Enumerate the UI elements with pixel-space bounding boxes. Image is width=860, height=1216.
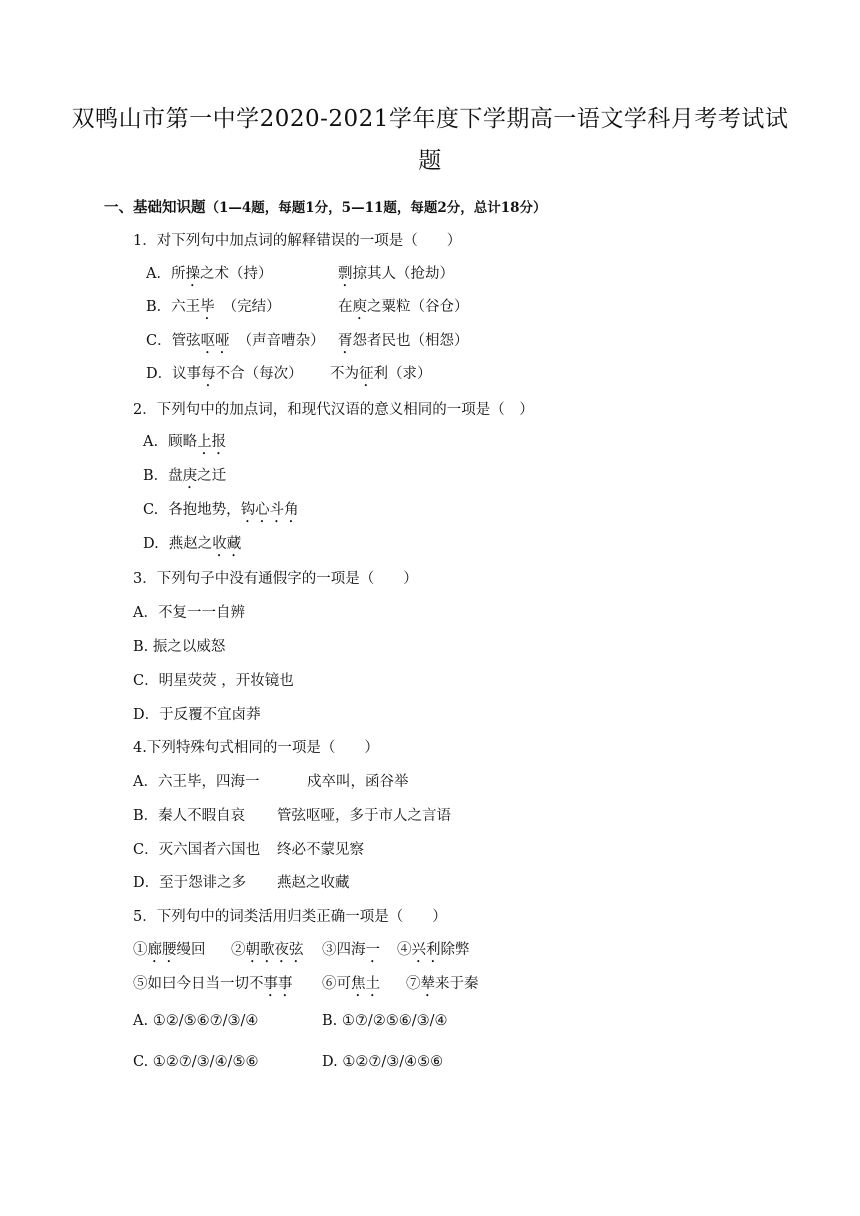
option-text: 盘	[168, 468, 183, 484]
question-4-option-d-right: 燕赵之收藏	[277, 875, 350, 891]
dotted-word: 操	[185, 266, 200, 282]
question-5-item-4	[397, 940, 470, 966]
question-2-option-c	[143, 500, 299, 526]
dotted-word: 上报	[197, 434, 227, 450]
option-text: 之迁	[197, 468, 227, 484]
dotted-word: 焦土	[351, 976, 380, 992]
option-text: 管弦	[171, 333, 201, 349]
question-1-option-d-right	[330, 364, 432, 390]
page-title-line1: 双鸭山市第一中学2020-2021学年度下学期高一语文学科月考考试试	[71, 106, 789, 132]
option-text: 不为	[330, 366, 359, 382]
option-label: B．	[146, 299, 172, 315]
option-text: 燕赵之	[168, 536, 213, 552]
option-text: 在	[338, 299, 353, 315]
dotted-word: 庚	[182, 468, 198, 484]
dotted-word: 一	[365, 942, 380, 958]
question-5-item-2	[231, 940, 304, 966]
question-1-option-a	[146, 264, 272, 290]
question-4-option-b-right: 管弦呕哑，多于市人之言语	[277, 808, 451, 824]
option-label: C．	[146, 333, 172, 349]
question-4-stem: 4.下列特殊句式相同的一项是（ ）	[133, 740, 379, 756]
option-text: 利（求）	[373, 366, 432, 382]
option-text: 各抱地势，	[168, 502, 241, 518]
item-text: ③四海	[322, 942, 366, 958]
option-text: 之粟粒（谷仓）	[367, 299, 469, 315]
option-text: （声音嘈杂）	[237, 333, 325, 349]
item-text: 缦回	[176, 942, 206, 958]
question-5-option-a: A. ①②/⑤⑥⑦/③/④	[133, 1013, 259, 1029]
option-label: D．	[146, 366, 173, 382]
dotted-word: 征	[359, 366, 374, 382]
section-heading	[104, 198, 547, 218]
dotted-word: 兴利	[411, 942, 441, 958]
question-2-option-b	[143, 466, 226, 492]
option-label: A．	[146, 266, 171, 282]
option-text: 之术（持）	[199, 266, 273, 282]
option-text: 掠其人（抢劫）	[352, 266, 454, 282]
item-text: ①	[133, 942, 148, 958]
option-text: 顾略	[168, 434, 198, 450]
question-1-stem: 1．对下列句中加点词的解释错误的一项是（ ）	[133, 233, 462, 249]
question-4-option-c: C．灭六国者六国也	[133, 842, 261, 858]
question-3-stem: 3．下列句子中没有通假字的一项是（ ）	[133, 571, 418, 587]
dotted-word: 钩心斗角	[240, 502, 299, 518]
question-3-option-c: C．明星荧荧 ，开妆镜也	[133, 673, 294, 689]
item-text: ⑥可	[322, 976, 351, 992]
question-1-option-b	[146, 297, 281, 323]
question-5-item-6	[322, 974, 380, 1000]
item-text: 来于秦	[435, 976, 479, 992]
question-1-option-d	[146, 364, 303, 390]
question-2-option-d	[143, 534, 241, 560]
question-4-option-c-right: 终必不蒙见察	[277, 842, 364, 858]
question-4-option-d: D．至于怨诽之多	[133, 875, 247, 891]
question-1-option-c	[146, 331, 325, 357]
question-5-item-5	[133, 974, 293, 1000]
question-5-item-7	[406, 974, 479, 1000]
question-2-stem: 2．下列句中的加点词，和现代汉语的意义相同的一项是（ ）	[133, 402, 534, 418]
question-1-option-b-right	[338, 297, 469, 323]
dotted-word: 廊腰	[147, 942, 177, 958]
question-3-option-b: B. 振之以威怒	[133, 639, 226, 655]
item-text: 除弊	[440, 942, 470, 958]
option-label: A.	[143, 434, 159, 450]
dotted-word: 庾	[352, 299, 367, 315]
question-5-item-3	[322, 940, 380, 966]
option-text: 六王	[171, 299, 201, 315]
question-4-option-a: A．六王毕，四海一	[133, 774, 260, 790]
item-text: ④	[397, 942, 412, 958]
item-text: ⑦	[406, 976, 421, 992]
question-4-option-a-right: 戍卒叫，函谷举	[307, 774, 409, 790]
option-text: 怨者民也（相怨）	[352, 333, 469, 349]
dotted-word: 每	[201, 366, 216, 382]
option-label: D.	[143, 536, 159, 552]
item-text: ②	[231, 942, 246, 958]
section-heading-label: 一、基础知识题	[104, 199, 206, 216]
question-1-option-c-right	[338, 331, 469, 357]
option-text: 不合（每次）	[215, 366, 303, 382]
question-4-option-b: B．秦人不暇自哀	[133, 808, 246, 824]
page-title-line2: 题	[418, 148, 442, 174]
option-text: （完结）	[222, 299, 281, 315]
question-2-option-a	[143, 432, 226, 458]
dotted-word: 辇	[420, 976, 435, 992]
question-3-option-a: A．不复一一自辨	[133, 605, 245, 621]
question-5-option-d: D. ①②⑦/③/④⑤⑥	[322, 1054, 444, 1070]
dotted-word: 事事	[263, 976, 293, 992]
question-5-stem: 5．下列句中的词类活用归类正确一项是（ ）	[133, 909, 447, 925]
question-5-option-c: C. ①②⑦/③/④/⑤⑥	[133, 1054, 259, 1070]
dotted-word: 收藏	[212, 536, 242, 552]
dotted-word: 毕	[200, 299, 215, 315]
option-label: C.	[143, 502, 159, 518]
dotted-word: 呕哑	[200, 333, 230, 349]
question-3-option-d: D．于反覆不宜卤莽	[133, 707, 261, 723]
option-label: B．	[143, 468, 169, 484]
section-heading-note: （1—4题，每题1分，5—11题，每题2分，总计18分）	[205, 200, 547, 216]
dotted-word: 朝歌夜弦	[245, 942, 304, 958]
item-text: ⑤如曰今日当一切不	[133, 976, 264, 992]
question-5-option-b: B. ①⑦/②⑤⑥/③/④	[322, 1013, 448, 1029]
question-5-item-1	[133, 940, 206, 966]
dotted-word: 胥	[338, 333, 353, 349]
option-text: 议事	[172, 366, 202, 382]
question-1-option-a-right	[338, 264, 454, 290]
option-text: 所	[170, 266, 186, 282]
dotted-word: 剽	[338, 266, 353, 282]
